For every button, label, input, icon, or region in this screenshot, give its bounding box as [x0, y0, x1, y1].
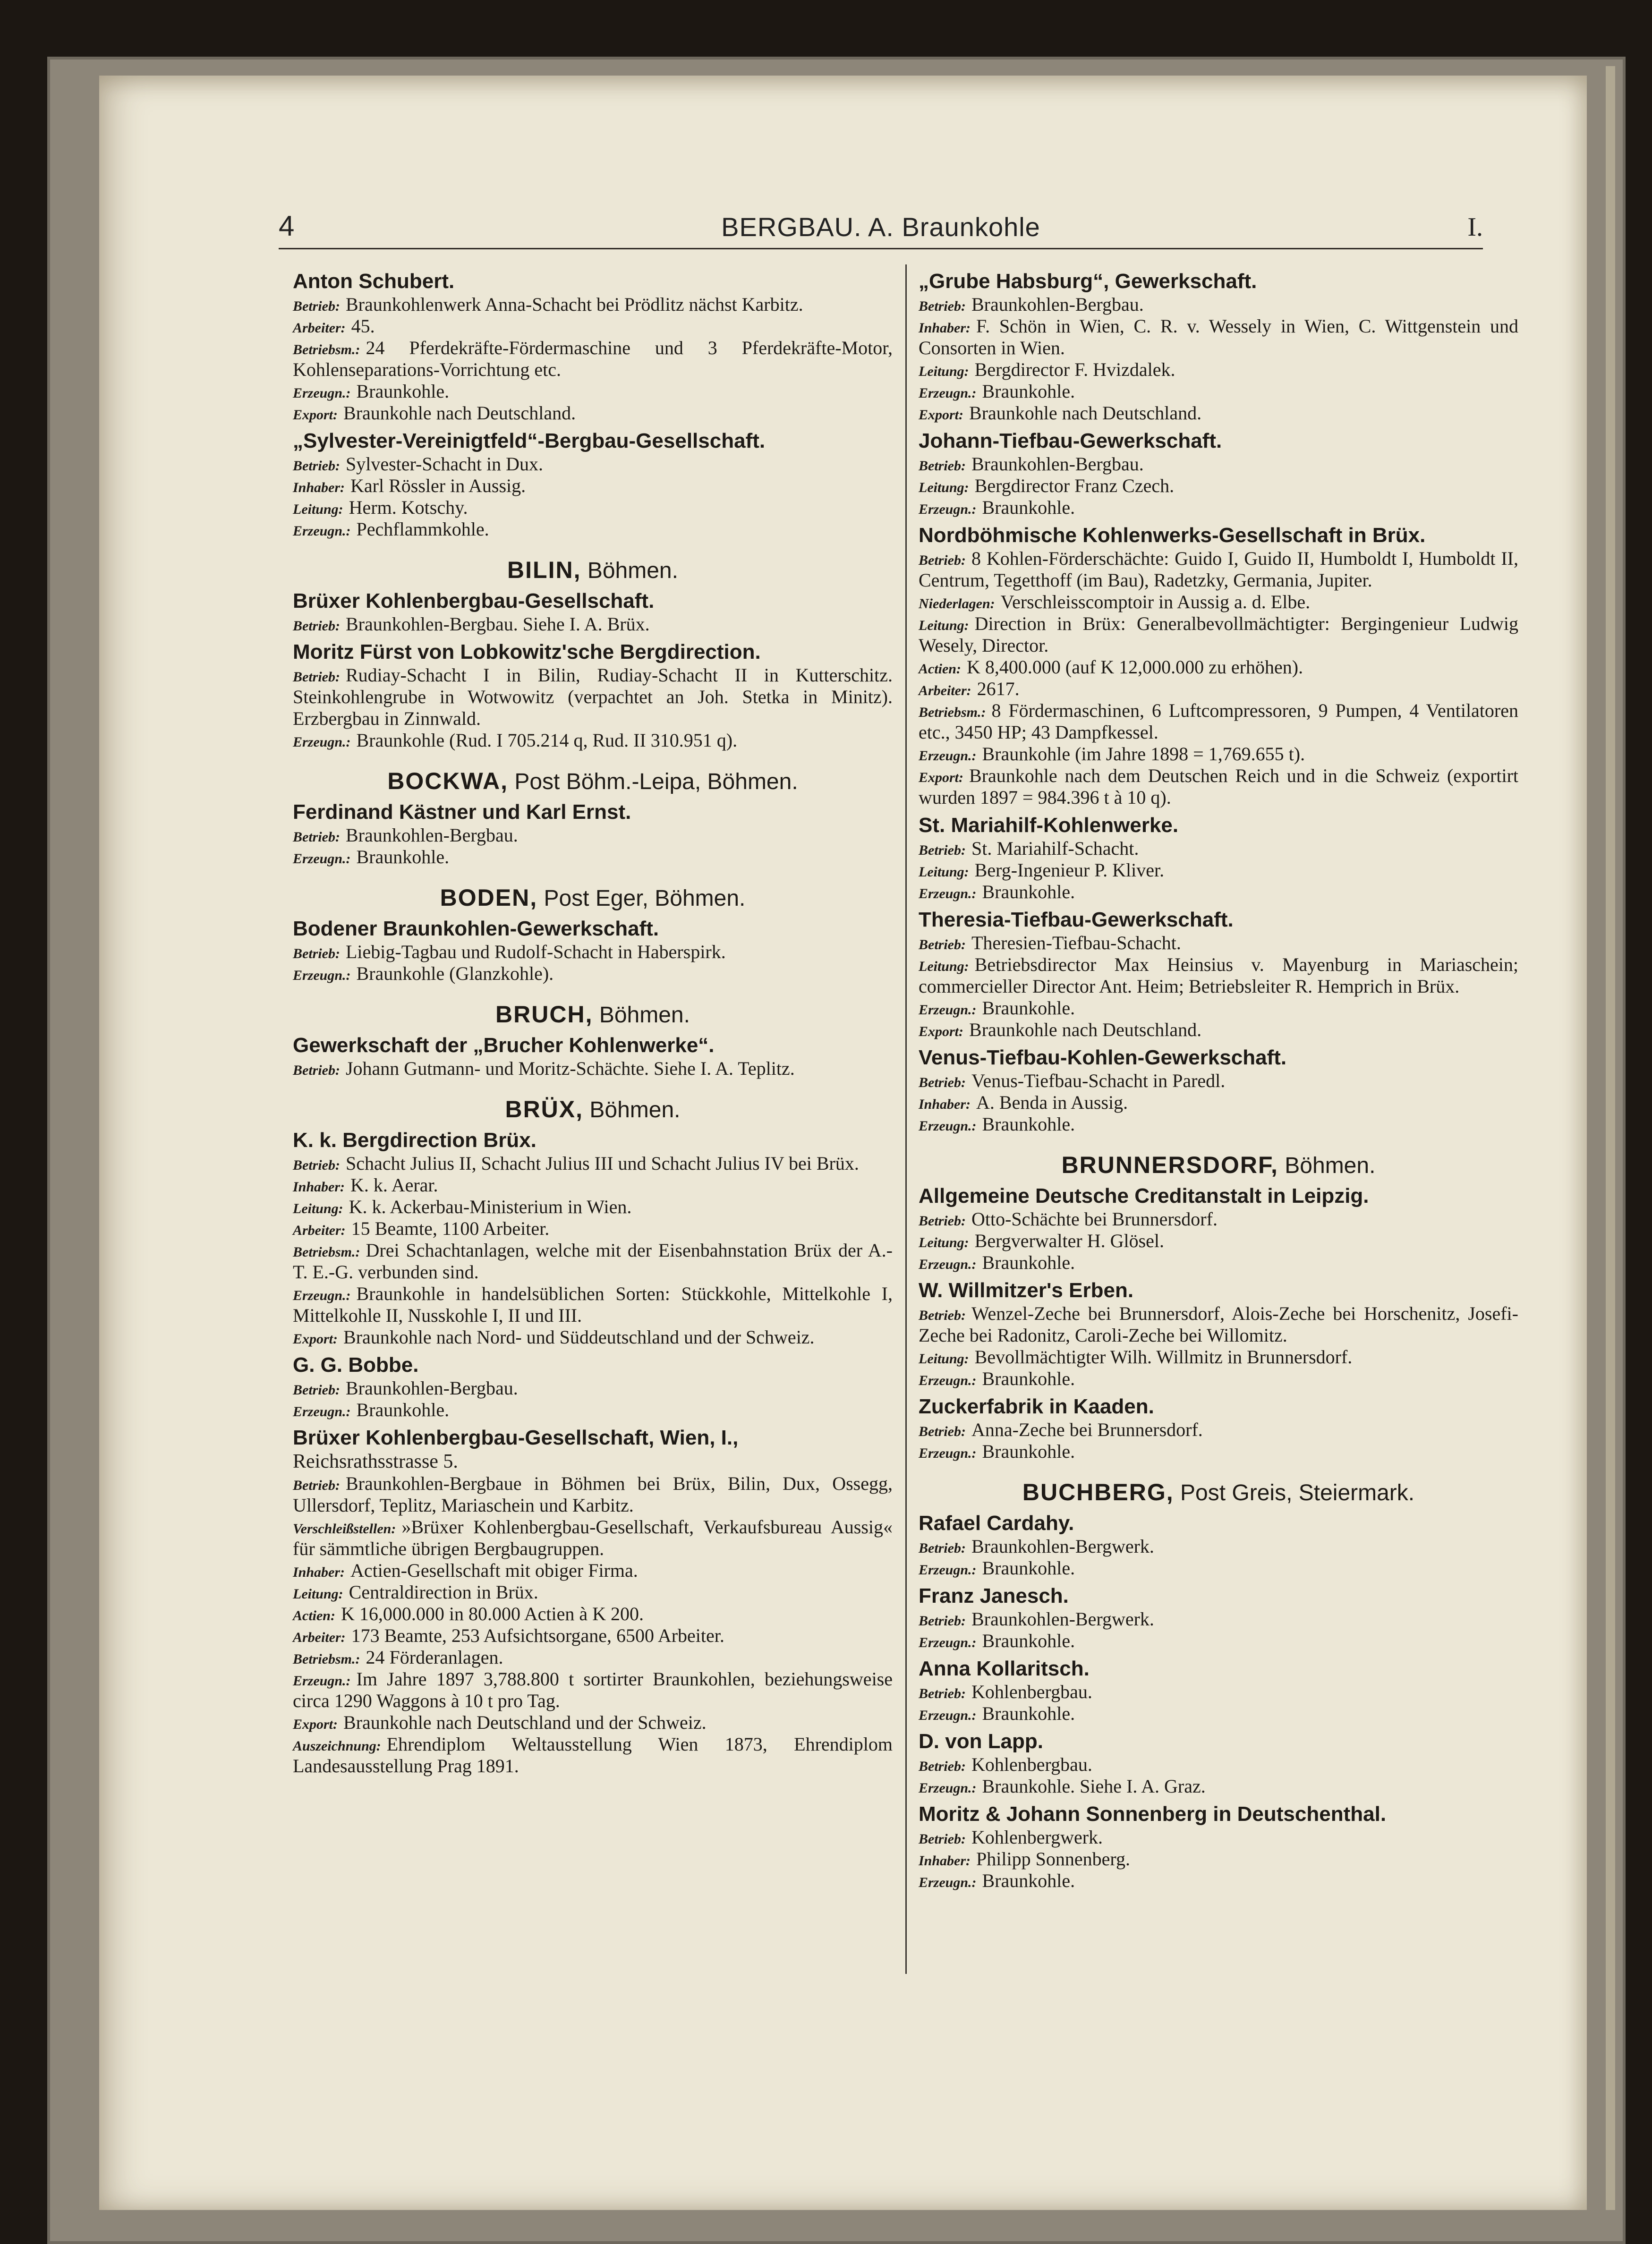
place-heading-brunnersdorf — [919, 1151, 1518, 1179]
place-name: BRÜX, — [505, 1096, 584, 1122]
label-betrieb: Betrieb: — [293, 1478, 340, 1493]
entry-habsburg — [919, 269, 1518, 424]
value: Braunkohle. — [982, 997, 1075, 1019]
value: Braunkohle nach Deutschland. — [969, 1019, 1202, 1040]
value: Bevollmächtigter Wilh. Willmitz in Brunnersdorf. — [974, 1346, 1353, 1368]
left-column — [293, 264, 893, 1777]
label-betrieb: Betrieb: — [919, 1686, 966, 1701]
entry-schubert — [293, 269, 893, 424]
value: Otto-Schächte bei Brunnersdorf. — [971, 1208, 1218, 1230]
value: Braunkohle (Rud. I 705.214 q, Rud. II 310.951 q). — [356, 730, 738, 751]
label-arbeiter: Arbeiter: — [293, 320, 346, 336]
value: Im Jahre 1897 3,788.800 t sortirter Braunkohlen, beziehungsweise circa 1290 Waggons à 10 t pro Tag. — [293, 1668, 893, 1711]
label-betrieb: Betrieb: — [919, 937, 966, 952]
entry-mariahilf — [919, 813, 1518, 903]
label-betrieb: Betrieb: — [919, 1759, 966, 1774]
label-erzeugn: Erzeugn.: — [293, 734, 351, 750]
entry-lobkowitz — [293, 640, 893, 751]
value: Centraldirection in Brüx. — [349, 1581, 538, 1603]
entry-zuckerfabrik — [919, 1394, 1518, 1462]
label-erzeugn: Erzeugn.: — [293, 1673, 351, 1689]
value: 24 Förderanlagen. — [366, 1647, 503, 1668]
firm-name: Theresia-Tiefbau-Gewerkschaft. — [919, 908, 1234, 931]
entry-venus — [919, 1046, 1518, 1135]
value: Braunkohle nach Nord- und Süddeutschland und der Schweiz. — [343, 1326, 815, 1348]
section-signature: I. — [1467, 212, 1483, 242]
label-export: Export: — [293, 1331, 338, 1347]
label-export: Export: — [293, 407, 338, 423]
label-export: Export: — [919, 407, 964, 423]
label-erzeugn: Erzeugn.: — [293, 1404, 351, 1420]
label-leitung: Leitung: — [919, 1351, 969, 1367]
value: 173 Beamte, 253 Aufsichtsorgane, 6500 Arbeiter. — [351, 1625, 724, 1646]
firm-name: „Sylvester-Vereinigtfeld“-Bergbau-Gesellschaft. — [293, 429, 766, 452]
firm-name: Bodener Braunkohlen-Gewerkschaft. — [293, 917, 659, 940]
label-export: Export: — [919, 770, 964, 785]
place-heading-bockwa — [293, 767, 893, 795]
label-betrieb: Betrieb: — [919, 1213, 966, 1229]
firm-name: Rafael Cardahy. — [919, 1512, 1074, 1535]
firm-name: Allgemeine Deutsche Creditanstalt in Leipzig. — [919, 1184, 1369, 1207]
value: Braunkohle. — [356, 381, 450, 402]
label-betrieb: Betrieb: — [919, 1831, 966, 1847]
firm-name: Gewerkschaft der „Brucher Kohlenwerke“. — [293, 1034, 715, 1057]
entry-janesch — [919, 1584, 1518, 1652]
firm-name: „Grube Habsburg“, Gewerkschaft. — [919, 270, 1257, 293]
firm-name: W. Willmitzer's Erben. — [919, 1279, 1134, 1302]
place-region: Post Eger, Böhmen. — [544, 886, 746, 911]
value: Theresien-Tiefbau-Schacht. — [971, 932, 1181, 953]
value: Verschleisscomptoir in Aussig a. d. Elbe. — [1000, 591, 1311, 612]
value: Philipp Sonnenberg. — [976, 1848, 1130, 1870]
value: 8 Kohlen-Förderschächte: Guido I, Guido II, Humboldt I, Humboldt II, Centrum, Tegetthoff (im Bau), Radetzky, Germania, Jupiter. — [919, 548, 1518, 591]
value: Bergdirector Franz Czech. — [974, 475, 1175, 496]
label-betrieb: Betrieb: — [293, 829, 340, 845]
place-region: Post Greis, Steiermark. — [1180, 1480, 1415, 1505]
label-betriebsm: Betriebsm.: — [293, 1244, 360, 1260]
value: Bergdirector F. Hvizdalek. — [974, 359, 1175, 380]
value: Braunkohle (im Jahre 1898 = 1,769.655 t). — [982, 743, 1305, 765]
label-verschleiss: Verschleißstellen: — [293, 1521, 396, 1537]
label-betrieb: Betrieb: — [293, 1157, 340, 1173]
value: Braunkohle. — [982, 881, 1075, 902]
value: Braunkohlen-Bergwerk. — [971, 1536, 1154, 1557]
value: Direction in Brüx: Generalbevollmächtigter: Bergingenieur Ludwig Wesely, Director. — [919, 613, 1518, 656]
label-erzeugn: Erzeugn.: — [919, 886, 977, 901]
entry-cardahy — [919, 1511, 1518, 1579]
label-arbeiter: Arbeiter: — [293, 1223, 346, 1238]
page-number: 4 — [279, 210, 295, 242]
place-heading-buchberg — [919, 1479, 1518, 1506]
firm-name: Anna Kollaritsch. — [919, 1657, 1090, 1680]
firm-name: Moritz & Johann Sonnenberg in Deutschenthal. — [919, 1802, 1387, 1826]
place-region: Post Böhm.-Leipa, Böhmen. — [514, 769, 798, 794]
entry-theresia — [919, 908, 1518, 1041]
firm-name: Zuckerfabrik in Kaaden. — [919, 1395, 1154, 1418]
value: Braunkohle. — [982, 1252, 1075, 1273]
entry-bruexer-bilin — [293, 589, 893, 635]
label-erzeugn: Erzeugn.: — [919, 385, 977, 401]
label-erzeugn: Erzeugn.: — [919, 502, 977, 517]
label-leitung: Leitung: — [919, 364, 969, 379]
label-betrieb: Betrieb: — [293, 618, 340, 634]
firm-name: K. k. Bergdirection Brüx. — [293, 1129, 536, 1152]
entry-brucher — [293, 1033, 893, 1080]
value: K 16,000.000 in 80.000 Actien à K 200. — [341, 1603, 644, 1624]
value: 8 Fördermaschinen, 6 Luftcompressoren, 9 Pumpen, 4 Ventilatoren etc., 3450 HP; 43 Dampfkessel. — [919, 700, 1518, 743]
value: Braunkohle nach Deutschland. — [343, 402, 576, 424]
label-erzeugn: Erzeugn.: — [293, 523, 351, 539]
label-betrieb: Betrieb: — [919, 1540, 966, 1556]
entry-kaestner — [293, 800, 893, 868]
value: Braunkohle. — [982, 1368, 1075, 1389]
value: Braunkohle. — [982, 1441, 1075, 1462]
value: Kohlenbergwerk. — [971, 1827, 1103, 1848]
place-name: BUCHBERG, — [1022, 1479, 1174, 1505]
label-erzeugn: Erzeugn.: — [919, 748, 977, 764]
label-inhaber: Inhaber: — [293, 1179, 345, 1195]
label-leitung: Leitung: — [293, 1586, 343, 1602]
value: Kohlenbergbau. — [971, 1754, 1092, 1775]
value: Anna-Zeche bei Brunnersdorf. — [971, 1419, 1203, 1440]
value: Braunkohlen-Bergbau. — [345, 824, 518, 846]
value: Braunkohlen-Bergbau. — [345, 1377, 518, 1399]
place-region: Böhmen. — [599, 1003, 690, 1028]
firm-name: Johann-Tiefbau-Gewerkschaft. — [919, 429, 1222, 452]
value: Rudiay-Schacht I in Bilin, Rudiay-Schacht II in Kutterschitz. Steinkohlengrube in Wotwowitz (verpachtet an Joh. Stetka in Minitz). Erzbergbau in Zinnwald. — [293, 664, 893, 729]
label-leitung: Leitung: — [919, 864, 969, 880]
label-inhaber: Inhaber: — [919, 1096, 971, 1112]
value: Braunkohlen-Bergbaue in Böhmen bei Brüx, Bilin, Dux, Ossegg, Ullersdorf, Teplitz, Mariaschein und Karbitz. — [293, 1473, 893, 1516]
label-betrieb: Betrieb: — [919, 298, 966, 314]
label-betrieb: Betrieb: — [919, 1424, 966, 1439]
label-inhaber: Inhaber: — [919, 320, 971, 336]
value: K. k. Aerar. — [350, 1174, 438, 1196]
label-betrieb: Betrieb: — [293, 1062, 340, 1078]
label-betrieb: Betrieb: — [919, 552, 966, 568]
label-betrieb: Betrieb: — [919, 1075, 966, 1090]
value: 24 Pferdekräfte-Fördermaschine und 3 Pferdekräfte-Motor, Kohlenseparations-Vorrichtung etc. — [293, 337, 893, 380]
value: Braunkohlen-Bergbau. Siehe I. A. Brüx. — [345, 613, 650, 635]
label-auszeichnung: Auszeichnung: — [293, 1738, 381, 1754]
value: Braunkohle. Siehe I. A. Graz. — [982, 1776, 1206, 1797]
value: Braunkohle. — [356, 846, 450, 867]
value: Ehrendiplom Weltausstellung Wien 1873, Ehrendiplom Landesausstellung Prag 1891. — [293, 1734, 893, 1776]
value: 45. — [351, 315, 375, 337]
value: Betriebsdirector Max Heinsius v. Mayenburg in Mariaschein; commercieller Director Ant. Heim; Betriebsleiter R. Hemprich in Brüx. — [919, 954, 1518, 997]
value: Venus-Tiefbau-Schacht in Paredl. — [971, 1070, 1226, 1091]
value: Braunkohle. — [982, 381, 1075, 402]
entry-sonnenberg — [919, 1802, 1518, 1892]
label-erzeugn: Erzeugn.: — [293, 851, 351, 867]
value: Braunkohle. — [982, 1114, 1075, 1135]
value: Drei Schachtanlagen, welche mit der Eisenbahnstation Brüx der A.-T. E.-G. verbunden sind. — [293, 1240, 893, 1283]
entry-bodener — [293, 917, 893, 985]
label-erzeugn: Erzeugn.: — [293, 1288, 351, 1303]
label-betriebsm: Betriebsm.: — [293, 1651, 360, 1667]
label-betrieb: Betrieb: — [293, 1382, 340, 1398]
firm-name: Franz Janesch. — [919, 1584, 1069, 1607]
label-erzeugn: Erzeugn.: — [919, 1002, 977, 1018]
value: Braunkohle. — [982, 1630, 1075, 1651]
firm-name: D. von Lapp. — [919, 1730, 1043, 1753]
label-leitung: Leitung: — [293, 1201, 343, 1216]
label-arbeiter: Arbeiter: — [293, 1630, 346, 1645]
label-erzeugn: Erzeugn.: — [919, 1635, 977, 1650]
right-column — [919, 264, 1518, 1892]
label-export: Export: — [293, 1717, 338, 1732]
place-heading-brux — [293, 1096, 893, 1123]
label-niederlagen: Niederlagen: — [919, 596, 995, 612]
label-erzeugn: Erzeugn.: — [919, 1118, 977, 1134]
label-betrieb: Betrieb: — [919, 1613, 966, 1629]
label-erzeugn: Erzeugn.: — [919, 1257, 977, 1272]
value: A. Benda in Aussig. — [976, 1092, 1128, 1113]
firm-name: Moritz Fürst von Lobkowitz'sche Bergdirection. — [293, 640, 761, 663]
place-heading-bilin — [293, 556, 893, 584]
firm-name: Ferdinand Kästner und Karl Ernst. — [293, 800, 631, 824]
label-erzeugn: Erzeugn.: — [293, 385, 351, 401]
entry-kk-bergdirection — [293, 1128, 893, 1348]
label-betriebsm: Betriebsm.: — [919, 705, 986, 720]
page-header — [279, 203, 1483, 249]
label-inhaber: Inhaber: — [919, 1853, 971, 1869]
label-erzeugn: Erzeugn.: — [293, 968, 351, 983]
value: Braunkohlen-Bergbau. — [971, 453, 1144, 475]
label-erzeugn: Erzeugn.: — [919, 1562, 977, 1578]
label-leitung: Leitung: — [919, 1235, 969, 1250]
value: Berg-Ingenieur P. Kliver. — [974, 859, 1165, 881]
label-erzeugn: Erzeugn.: — [919, 1780, 977, 1796]
label-erzeugn: Erzeugn.: — [919, 1875, 977, 1890]
value: Pechflammkohle. — [356, 518, 489, 540]
value: 15 Beamte, 1100 Arbeiter. — [351, 1218, 550, 1239]
label-inhaber: Inhaber: — [293, 480, 345, 495]
page-edge — [1606, 66, 1615, 2210]
firm-name: Nordböhmische Kohlenwerks-Gesellschaft in Brüx. — [919, 524, 1426, 547]
label-betriebsm: Betriebsm.: — [293, 342, 360, 357]
value: Braunkohle nach Deutschland. — [969, 402, 1202, 424]
label-export: Export: — [919, 1024, 964, 1039]
place-name: BILIN, — [507, 557, 581, 583]
place-heading-bruch — [293, 1001, 893, 1028]
entry-nordboehmische — [919, 523, 1518, 808]
firm-name: G. G. Bobbe. — [293, 1353, 419, 1377]
value: Johann Gutmann- und Moritz-Schächte. Siehe I. A. Teplitz. — [345, 1058, 795, 1079]
label-erzeugn: Erzeugn.: — [919, 1445, 977, 1461]
firm-name: Brüxer Kohlenbergbau-Gesellschaft, Wien, I., — [293, 1426, 739, 1449]
value: K 8,400.000 (auf K 12,000.000 zu erhöhen). — [967, 656, 1303, 678]
place-name: BODEN, — [440, 884, 538, 911]
place-name: BRUCH, — [495, 1001, 593, 1028]
value: Braunkohlen-Bergwerk. — [971, 1608, 1154, 1630]
firm-name: Venus-Tiefbau-Kohlen-Gewerkschaft. — [919, 1046, 1287, 1069]
value: Braunkohle. — [356, 1399, 450, 1420]
label-betrieb: Betrieb: — [293, 298, 340, 314]
value: F. Schön in Wien, C. R. v. Wessely in Wien, C. Wittgenstein und Consorten in Wien. — [919, 315, 1518, 358]
value: Schacht Julius II, Schacht Julius III und Schacht Julius IV bei Brüx. — [345, 1153, 859, 1174]
label-leitung: Leitung: — [919, 480, 969, 495]
label-actien: Actien: — [293, 1608, 335, 1624]
label-inhaber: Inhaber: — [293, 1564, 345, 1580]
value: St. Mariahilf-Schacht. — [971, 838, 1139, 859]
label-betrieb: Betrieb: — [293, 946, 340, 961]
value: Braunkohle nach Deutschland und der Schweiz. — [343, 1712, 707, 1733]
firm-name: St. Mariahilf-Kohlenwerke. — [919, 814, 1179, 837]
value: Bergverwalter H. Glösel. — [974, 1230, 1165, 1251]
firm-name: Brüxer Kohlenbergbau-Gesellschaft. — [293, 589, 655, 612]
value: Braunkohle. — [982, 1870, 1075, 1891]
label-erzeugn: Erzeugn.: — [919, 1708, 977, 1723]
entry-willmitzer — [919, 1278, 1518, 1390]
value: Braunkohlen-Bergbau. — [971, 294, 1144, 315]
value: Wenzel-Zeche bei Brunnersdorf, Alois-Zeche bei Horschenitz, Josefi-Zeche bei Radonitz, Caroli-Zeche bei Willomitz. — [919, 1303, 1518, 1346]
entry-kollaritsch — [919, 1657, 1518, 1725]
entry-lapp — [919, 1729, 1518, 1797]
entry-bruexer-wien — [293, 1426, 893, 1777]
value: Braunkohlenwerk Anna-Schacht bei Prödlitz nächst Karbitz. — [345, 294, 803, 315]
label-actien: Actien: — [919, 661, 961, 677]
value: Karl Rössler in Aussig. — [350, 475, 526, 496]
label-betrieb: Betrieb: — [293, 669, 340, 685]
running-title: BERGBAU. A. Braunkohle — [721, 212, 1040, 242]
firm-address: Reichsrathsstrasse 5. — [293, 1451, 458, 1472]
value: Braunkohle in handelsüblichen Sorten: Stückkohle, Mittelkohle I, Mittelkohle II, Nusskohle I, II und III. — [293, 1283, 893, 1326]
entry-sylvester — [293, 429, 893, 540]
place-region: Böhmen. — [589, 1097, 681, 1122]
place-name: BRUNNERSDORF, — [1061, 1152, 1278, 1178]
label-betrieb: Betrieb: — [919, 458, 966, 474]
label-leitung: Leitung: — [919, 959, 969, 974]
label-betrieb: Betrieb: — [293, 458, 340, 474]
label-leitung: Leitung: — [293, 502, 343, 517]
firm-name: Anton Schubert. — [293, 270, 455, 293]
value: 2617. — [977, 678, 1020, 699]
value: Braunkohle. — [982, 1703, 1075, 1724]
place-heading-boden — [293, 884, 893, 912]
value: Sylvester-Schacht in Dux. — [345, 453, 543, 475]
place-name: BOCKWA, — [387, 768, 508, 794]
value: Braunkohle (Glanzkohle). — [356, 963, 554, 984]
place-region: Böhmen. — [1285, 1153, 1376, 1178]
value: Herm. Kotschy. — [349, 497, 468, 518]
entry-johann — [919, 429, 1518, 518]
value: Braunkohle. — [982, 1557, 1075, 1579]
value: Braunkohle. — [982, 497, 1075, 518]
entry-bobbe — [293, 1353, 893, 1421]
label-arbeiter: Arbeiter: — [919, 683, 971, 698]
entry-allgemeine — [919, 1184, 1518, 1274]
label-erzeugn: Erzeugn.: — [919, 1373, 977, 1388]
value: Braunkohle nach dem Deutschen Reich und in die Schweiz (exportirt wurden 1897 = 984.396 t à 10 q). — [919, 765, 1518, 808]
value: Kohlenbergbau. — [971, 1681, 1092, 1702]
value: »Brüxer Kohlenbergbau-Gesellschaft, Verkaufsbureau Aussig« für sämmtliche übrigen Bergbaugruppen. — [293, 1516, 893, 1559]
value: Liebig-Tagbau und Rudolf-Schacht in Haberspirk. — [345, 941, 726, 962]
label-betrieb: Betrieb: — [919, 842, 966, 858]
label-betrieb: Betrieb: — [919, 1308, 966, 1323]
value: K. k. Ackerbau-Ministerium in Wien. — [349, 1196, 632, 1217]
label-leitung: Leitung: — [919, 618, 969, 633]
column-rule — [905, 264, 907, 1974]
value: Actien-Gesellschaft mit obiger Firma. — [350, 1560, 638, 1581]
place-region: Böhmen. — [587, 558, 678, 583]
